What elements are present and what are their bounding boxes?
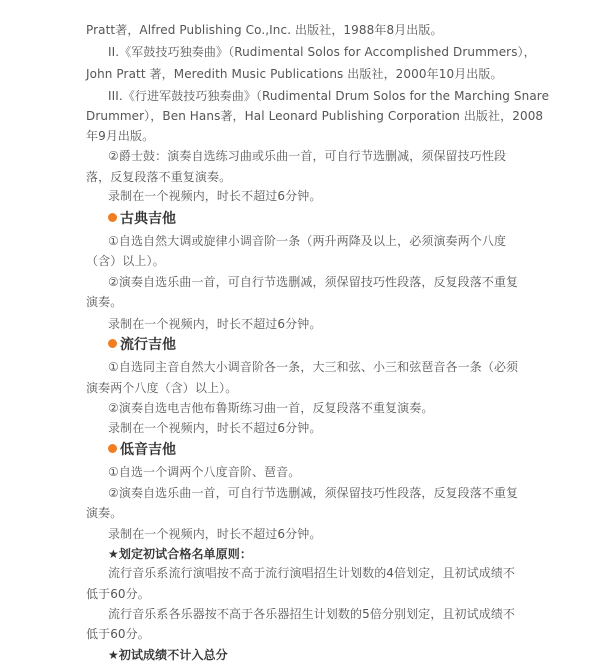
text-line: Pratt著，Alfred Publishing Co.,Inc. 出版社，1988年8月出版。 <box>86 23 443 37</box>
rule-note: ★初试成绩不计入总分 <box>108 648 228 662</box>
text-line: ①自选自然大调或旋律小调音阶一条（两升两降及以上，必须演奏两个八度 <box>108 233 507 248</box>
bullet-dot-icon <box>108 339 117 348</box>
section-heading-classical-guitar <box>108 211 176 227</box>
section-heading-pop-guitar <box>108 337 176 353</box>
text-line: 录制在一个视频内，时长不超过6分钟。 <box>108 420 322 435</box>
text-line: John Pratt 著，Meredith Music Publications 出版社，2000年10月出版。 <box>86 66 503 81</box>
text-line: 流行音乐系各乐器按不高于各乐器招生计划数的5倍分别划定，且初试成绩不 <box>108 607 516 622</box>
heading-text: 低音吉他 <box>120 441 176 458</box>
text-line: 流行音乐系流行演唱按不高于流行演唱招生计划数的4倍划定，且初试成绩不 <box>108 566 516 581</box>
text-line: II.《军鼓技巧独奏曲》（Rudimental Solos for Accomplished Drummers）， <box>108 45 536 60</box>
text-line: 录制在一个视频内，时长不超过6分钟。 <box>108 316 322 331</box>
section-heading-bass-guitar <box>108 442 176 458</box>
text-line: 低于60分。 <box>86 586 150 601</box>
text-line: 演奏。 <box>86 295 123 310</box>
text-line: ②演奏自选乐曲一首，可自行节选删减，须保留技巧性段落，反复段落不重复 <box>108 274 519 289</box>
text-line: 年9月出版。 <box>86 128 155 143</box>
text-line: 录制在一个视频内，时长不超过6分钟。 <box>108 526 322 541</box>
text-line: 演奏。 <box>86 506 123 521</box>
heading-text: 流行吉他 <box>120 337 176 353</box>
heading-text: 古典吉他 <box>120 210 176 227</box>
text-line: Drummer），Ben Hans著，Hal Leonard Publishing Corporation 出版社，2008 <box>86 108 544 123</box>
text-line: III.《行进军鼓技巧独奏曲》（Rudimental Drum Solos for the Marching Snare <box>108 89 550 104</box>
rule-heading: ★划定初试合格名单原则： <box>108 546 252 561</box>
text-line: 演奏两个八度（含）以上）。 <box>86 380 238 395</box>
text-line: 低于60分。 <box>86 626 150 641</box>
text-line: （含）以上）。 <box>86 254 165 269</box>
text-line: ①自选一个调两个八度音阶、琶音。 <box>108 465 301 480</box>
text-line: 落，反复段落不重复演奏。 <box>86 169 232 184</box>
text-line: ①自选同主音自然大小调音阶各一条，大三和弦、小三和弦琶音各一条（必须 <box>108 360 519 375</box>
text-line: ②演奏自选电吉他布鲁斯练习曲一首，反复段落不重复演奏。 <box>108 401 434 416</box>
bullet-dot-icon <box>108 444 117 453</box>
text-line: 录制在一个视频内，时长不超过6分钟。 <box>108 189 322 204</box>
bullet-dot-icon <box>108 213 117 222</box>
text-line: ②演奏自选乐曲一首，可自行节选删减，须保留技巧性段落，反复段落不重复 <box>108 485 519 500</box>
text-line: ②爵士鼓：演奏自选练习曲或乐曲一首，可自行节选删减，须保留技巧性段 <box>108 149 507 164</box>
